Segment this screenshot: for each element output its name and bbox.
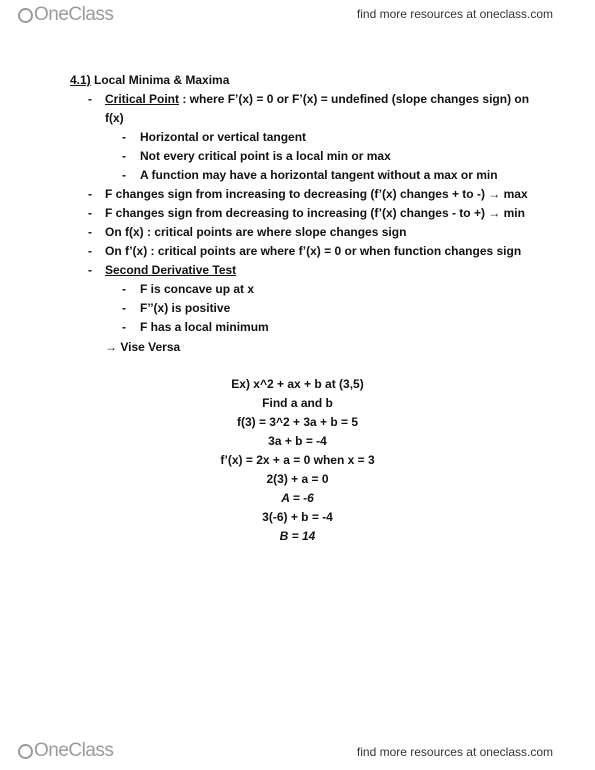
header-logo <box>18 4 113 26</box>
sub-item-text: Not every critical point is a local min or max <box>140 149 391 163</box>
list-item <box>88 243 522 259</box>
bullet-dash: - <box>88 206 92 220</box>
bullet-dash: - <box>88 92 92 106</box>
bullet-dash: - <box>122 282 126 296</box>
list-item <box>88 205 525 221</box>
example-line: 2(3) + a = 0 <box>266 472 329 486</box>
second-derivative-label: Second Derivative Test <box>105 263 237 277</box>
sub-item <box>122 148 391 164</box>
sub-item-text: Horizontal or vertical tangent <box>140 130 307 144</box>
sub-item <box>122 167 498 183</box>
critical-point-label: Critical Point <box>105 92 180 106</box>
section-title-text: Local Minima & Maxima <box>90 73 230 87</box>
bullet-dash: - <box>88 225 92 239</box>
example-line: f’(x) = 2x + a = 0 when x = 3 <box>220 453 375 467</box>
list-item-text: F changes sign from decreasing to increasing (f’(x) changes - to +) → min <box>105 206 525 220</box>
footer-logo <box>18 740 113 762</box>
critical-point-def: : where F’(x) = 0 or F’(x) = undefined (slope changes sign) on <box>179 92 530 106</box>
sub-item-text: A function may have a horizontal tangent without a max or min <box>140 168 498 182</box>
second-derivative-item <box>88 262 237 278</box>
critical-point-cont: f(x) <box>105 111 124 125</box>
header-link[interactable]: find more resources at oneclass.com <box>356 7 553 21</box>
sub-item-text: F is concave up at x <box>140 282 255 296</box>
logo-ring-icon <box>18 8 33 23</box>
bullet-dash: - <box>122 301 126 315</box>
section-number: 4.1) <box>70 73 91 87</box>
sub-item <box>122 300 231 316</box>
example-line: f(3) = 3^2 + 3a + b = 5 <box>236 415 359 429</box>
bullet-dash: - <box>88 244 92 258</box>
sub-item <box>122 129 307 145</box>
example-line: Ex) x^2 + ax + b at (3,5) <box>231 377 364 391</box>
example-answer-a: A = -6 <box>281 491 314 505</box>
critical-point-item <box>88 91 530 107</box>
example-line: 3(-6) + b = -4 <box>262 510 333 524</box>
footer-logo-text: OneClass <box>34 740 114 761</box>
list-item-text: On f(x) : critical points are where slope changes sign <box>105 225 407 239</box>
list-item <box>88 224 407 240</box>
sub-item <box>122 281 255 297</box>
logo-ring-icon <box>18 744 33 759</box>
bullet-dash: - <box>88 263 92 277</box>
list-item-text: On f’(x) : critical points are where f’(x) = 0 or when function changes sign <box>105 244 522 258</box>
section-title <box>70 72 229 88</box>
sub-item-text: F’’(x) is positive <box>140 301 231 315</box>
bullet-dash: - <box>122 149 126 163</box>
sub-item-text: F has a local minimum <box>140 320 269 334</box>
list-item-text: F changes sign from increasing to decreasing (f’(x) changes + to -) → max <box>105 187 528 201</box>
bullet-dash: - <box>88 187 92 201</box>
bullet-dash: - <box>122 320 126 334</box>
bullet-dash: - <box>122 168 126 182</box>
sub-item <box>122 319 269 335</box>
example-line: Find a and b <box>262 396 333 410</box>
example-answer-b: B = 14 <box>279 529 316 543</box>
vise-versa-note: → Vise Versa <box>105 340 181 354</box>
bullet-dash: - <box>122 130 126 144</box>
example-line: 3a + b = -4 <box>268 434 327 448</box>
footer-link[interactable]: find more resources at oneclass.com <box>356 745 553 759</box>
header-logo-text: OneClass <box>34 4 114 25</box>
list-item <box>88 186 528 202</box>
